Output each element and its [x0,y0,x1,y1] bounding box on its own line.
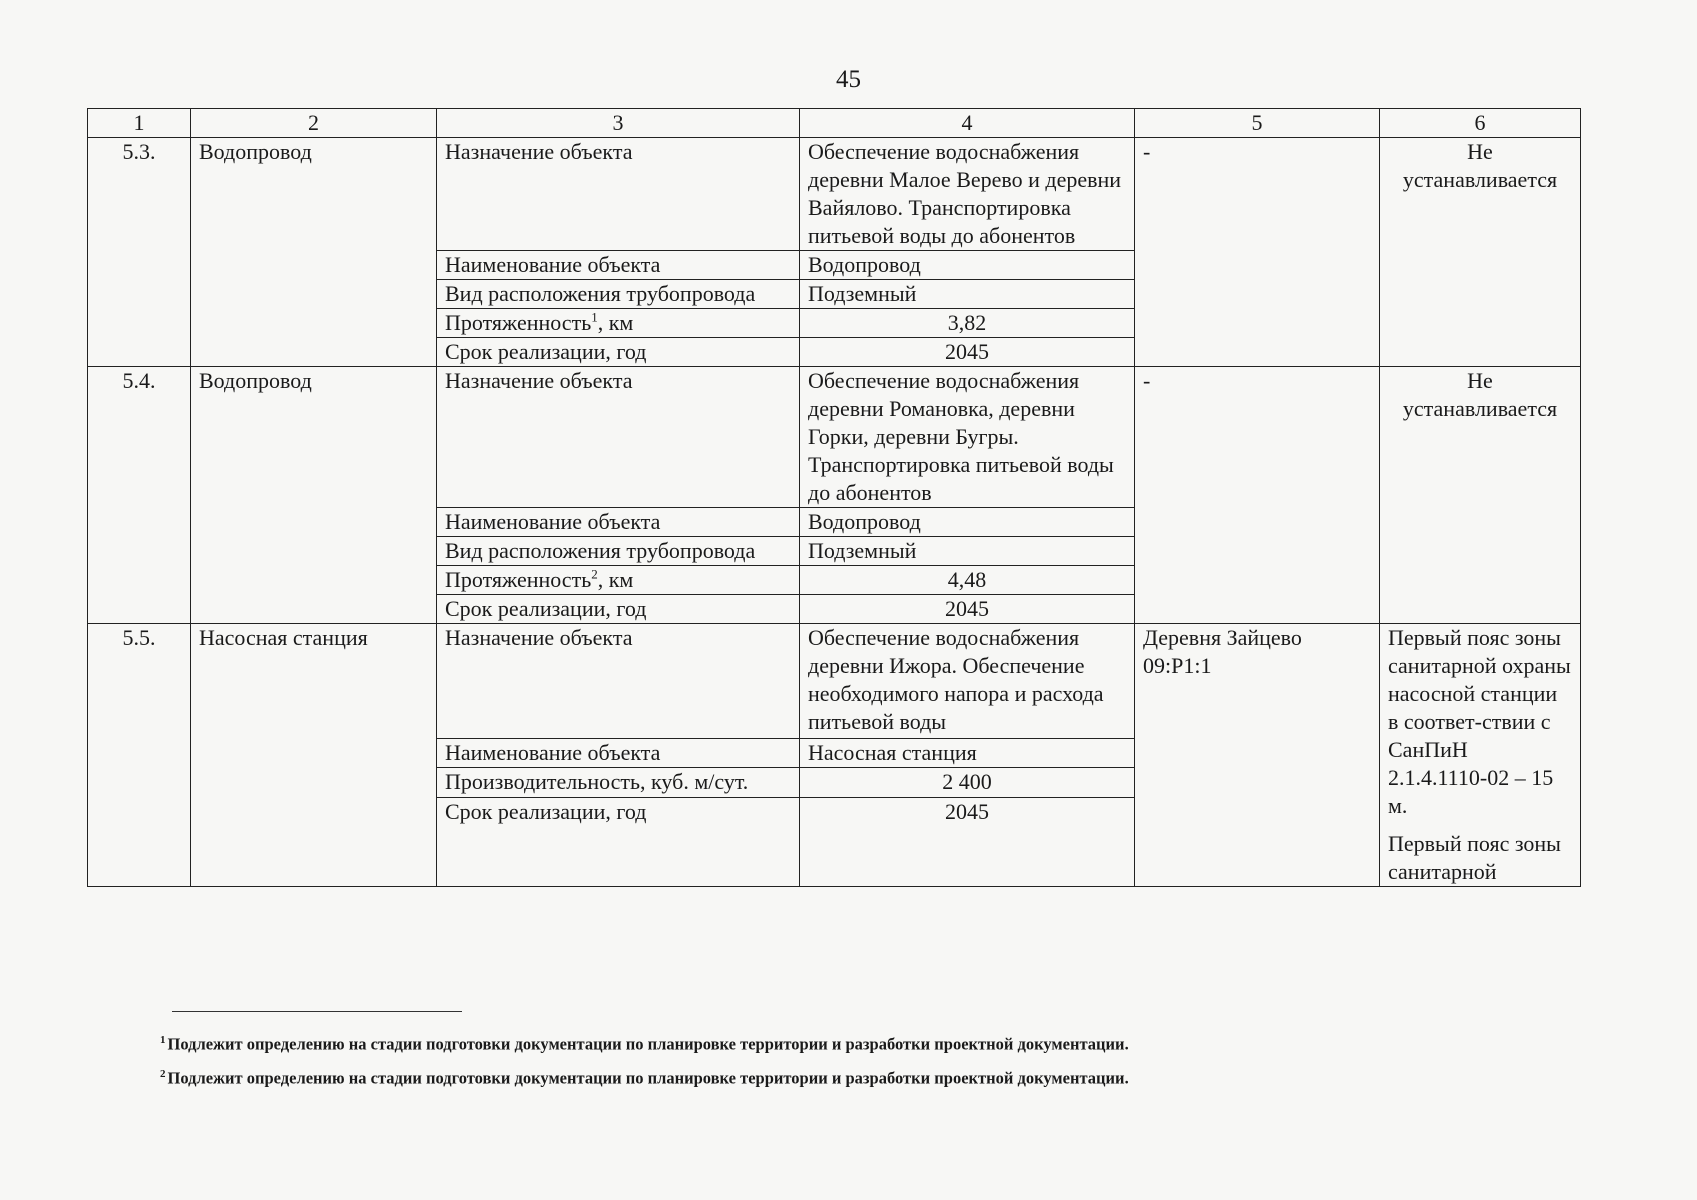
param-label: Срок реализации, год [437,338,800,367]
column-header: 3 [437,109,800,138]
param-value: Подземный [800,537,1135,566]
param-value: 2 400 [800,768,1135,798]
param-label [437,566,800,595]
param-label: Наименование объекта [437,738,800,768]
footnote-mark: 2 [160,1068,166,1080]
footnote-mark: 1 [160,1034,166,1046]
item-number: 5.5. [88,624,191,887]
param-value: 2045 [800,798,1135,887]
restriction-cell: Не устанавливается [1380,138,1581,367]
param-label: Наименование объекта [437,251,800,280]
zone-cell: - [1135,367,1380,624]
footnote-text: Подлежит определению на стадии подготовки документации по планировке территории и разработки проектной документации. [167,1068,1129,1088]
table-row [88,367,1581,508]
param-text: Протяженность [445,310,592,335]
restriction-cell: Не устанавливается [1380,367,1581,624]
object-type: Водопровод [191,367,437,624]
param-unit: , км [597,567,634,592]
header-row [88,109,1581,138]
param-value: Водопровод [800,251,1135,280]
object-type: Водопровод [191,138,437,367]
param-value: Обеспечение водоснабжения деревни Романовка, деревни Горки, деревни Бугры. Транспортировка питьевой воды до абонентов [800,367,1135,508]
param-value: Водопровод [800,508,1135,537]
page-number: 45 [836,66,861,93]
footnote-text: Подлежит определению на стадии подготовки документации по планировке территории и разработки проектной документации. [167,1034,1129,1054]
param-value: Обеспечение водоснабжения деревни Малое Верево и деревни Вайялово. Транспортировка питьевой воды до абонентов [800,138,1135,251]
table-row [88,624,1581,739]
param-text: Протяженность [445,567,592,592]
param-value: 3,82 [800,309,1135,338]
param-label: Наименование объекта [437,508,800,537]
param-label: Срок реализации, год [437,798,800,887]
item-number: 5.4. [88,367,191,624]
param-value: 4,48 [800,566,1135,595]
zone-cell: - [1135,138,1380,367]
column-header: 4 [800,109,1135,138]
object-type: Насосная станция [191,624,437,887]
param-value: 2045 [800,595,1135,624]
objects-table [87,108,1581,887]
column-header: 2 [191,109,437,138]
column-header: 5 [1135,109,1380,138]
restriction-continuation: Первый пояс зоны санитарной [1388,831,1561,884]
param-label: Назначение объекта [437,138,800,251]
zone-cell: Деревня Зайцево 09:Р1:1 [1135,624,1380,887]
column-header: 6 [1380,109,1581,138]
footnote-ref: 1 [591,309,598,325]
param-label: Вид расположения трубопровода [437,537,800,566]
column-header: 1 [88,109,191,138]
footnote-ref: 2 [591,566,598,582]
item-number: 5.3. [88,138,191,367]
param-unit: , км [597,310,634,335]
param-label [437,309,800,338]
param-label: Производительность, куб. м/сут. [437,768,800,798]
footnote [160,1068,1129,1089]
param-value: 2045 [800,338,1135,367]
table-row [88,138,1581,251]
footnote [160,1034,1129,1055]
param-label: Вид расположения трубопровода [437,280,800,309]
restriction-cell [1380,624,1581,887]
param-value: Подземный [800,280,1135,309]
param-value: Обеспечение водоснабжения деревни Ижора. Обеспечение необходимого напора и расхода питьевой воды [800,624,1135,739]
param-label: Назначение объекта [437,367,800,508]
param-label: Срок реализации, год [437,595,800,624]
param-value: Насосная станция [800,738,1135,768]
restriction-text: Первый пояс зоны санитарной охраны насосной станции в соответ-ствии с СанПиН 2.1.4.1110-02 – 15 м. [1388,625,1571,818]
footnote-separator [172,1011,462,1012]
param-label: Назначение объекта [437,624,800,739]
